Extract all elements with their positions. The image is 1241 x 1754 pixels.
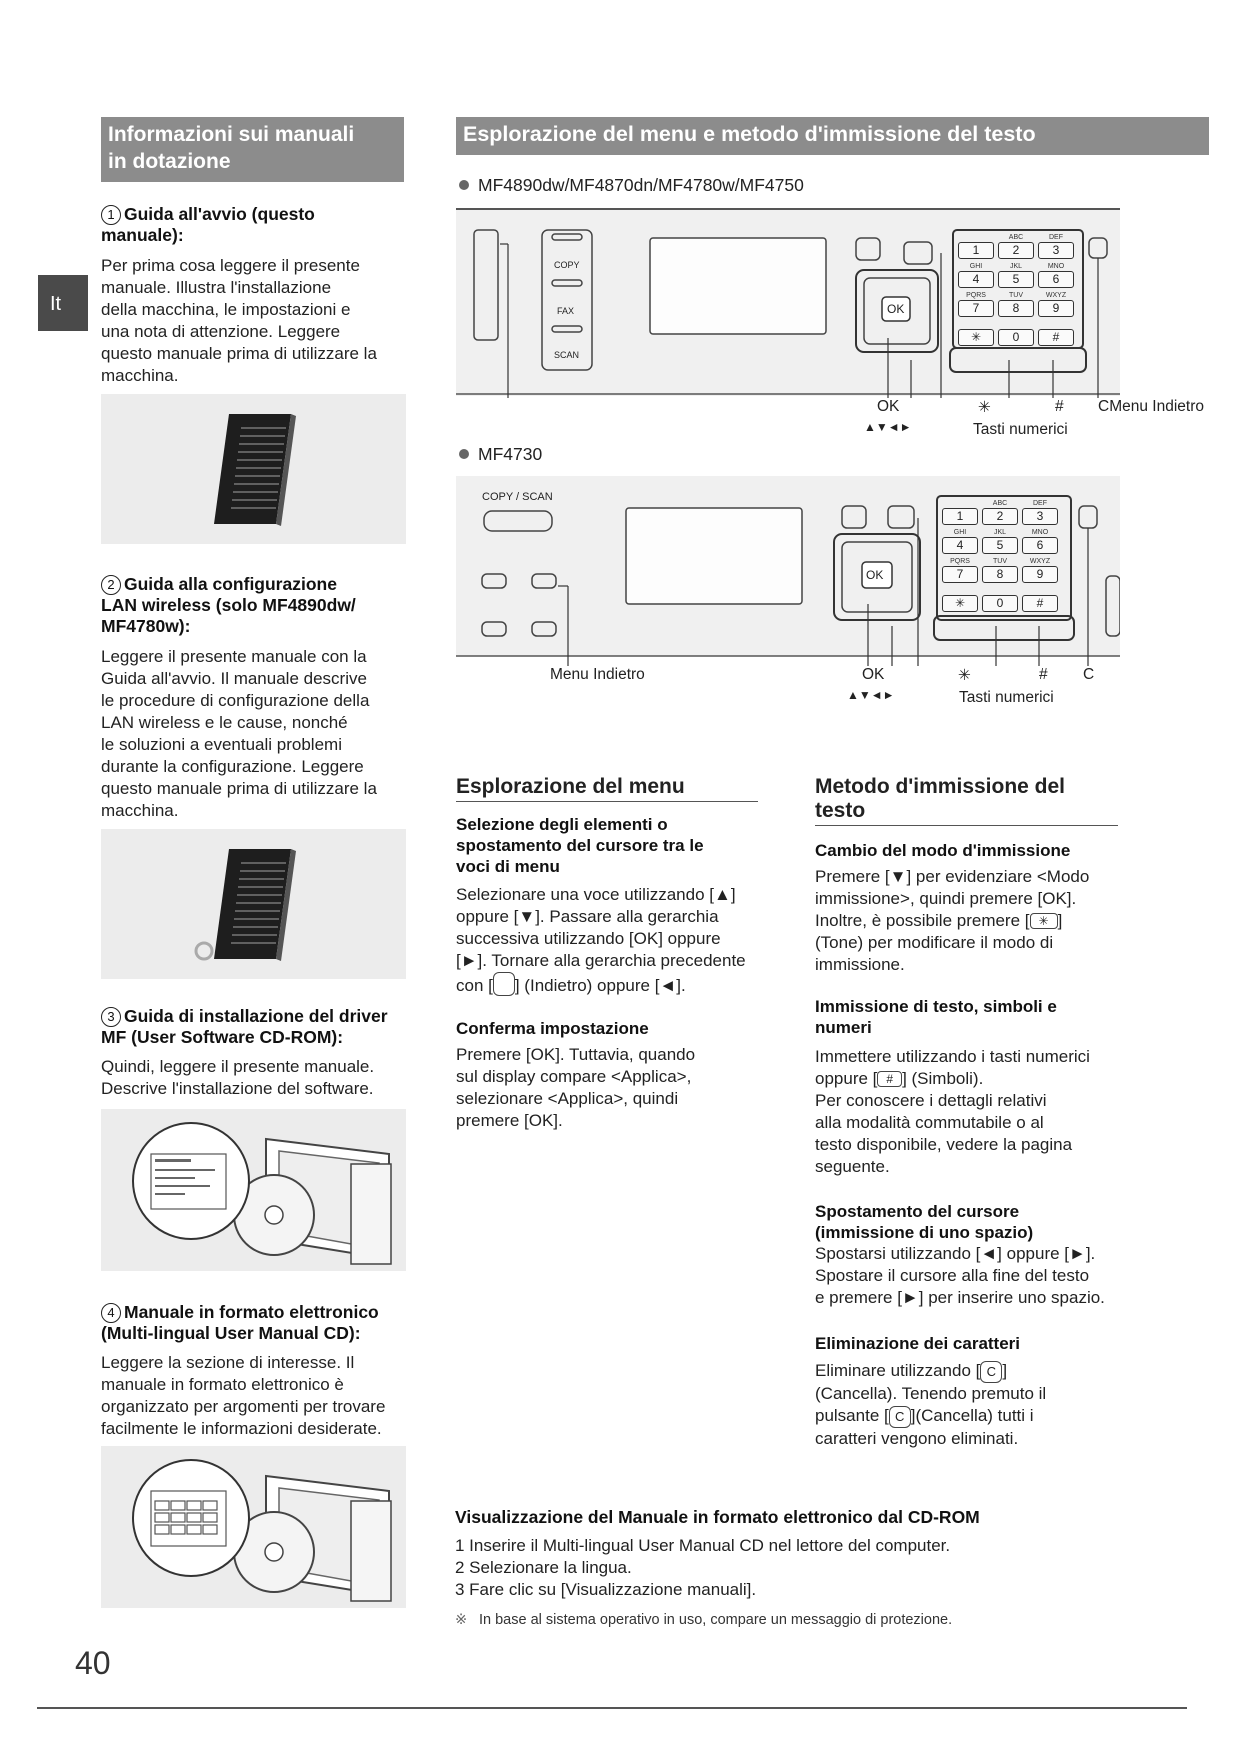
guide-4-desc-line: facilmente le informazioni desiderate. bbox=[101, 1419, 382, 1438]
panel2-arrows-label: ▲▼◄► bbox=[847, 688, 895, 702]
delete-fragment: Eliminare utilizzando [ bbox=[815, 1361, 981, 1380]
cd-step-3: 3 Fare clic su [Visualizzazione manuali]. bbox=[455, 1580, 757, 1599]
guide-1-desc bbox=[101, 255, 411, 387]
text-entry-body-line: Immettere utilizzando i tasti numerici bbox=[815, 1047, 1090, 1066]
guide-1-desc-line: una nota di attenzione. Leggere bbox=[101, 322, 341, 341]
panel1-star-label: ✳ bbox=[978, 399, 991, 416]
cursor-subtitle-line: Spostamento del cursore bbox=[815, 1202, 1020, 1221]
delete-fragment: ](Cancella) tutti i bbox=[910, 1406, 1034, 1425]
note-mark-icon: ※ bbox=[455, 1612, 468, 1628]
page-number: 40 bbox=[75, 1645, 111, 1681]
selection-body-fragment: con [ bbox=[456, 976, 493, 995]
keypad-key-digit: # bbox=[1038, 329, 1074, 346]
guide-4-number: 4 bbox=[101, 1303, 121, 1323]
panel1-model-text: MF4890dw/MF4870dn/MF4780w/MF4750 bbox=[478, 175, 804, 195]
panel2-c-label: C bbox=[1083, 666, 1095, 683]
guide-1-booklet-image bbox=[101, 394, 406, 544]
text-entry-fragment: ] (Simboli). bbox=[902, 1069, 984, 1088]
panel2-ok-label: OK bbox=[862, 666, 885, 683]
guide-2-desc-line: macchina. bbox=[101, 801, 179, 820]
input-method-title-line: Metodo d'immissione del bbox=[815, 775, 1066, 798]
keypad-key bbox=[1038, 263, 1074, 288]
guide-2-booklet-image bbox=[101, 829, 406, 979]
keypad-key-digit: 0 bbox=[982, 595, 1018, 612]
keypad-key-digit: 3 bbox=[1022, 508, 1058, 525]
guide-1-title-line2: manuale): bbox=[101, 225, 184, 245]
mode-subtitle: Cambio del modo d'immissione bbox=[815, 841, 1071, 860]
keypad-key bbox=[942, 500, 978, 525]
clear-key-icon: C bbox=[980, 1361, 1002, 1383]
guide-2-title-line2: LAN wireless (solo MF4890dw/ bbox=[101, 595, 356, 615]
footer-divider bbox=[37, 1707, 1187, 1709]
text-entry-body-line: alla modalità commutabile o al bbox=[815, 1113, 1044, 1132]
guide-4-desc-line: manuale in formato elettronico è bbox=[101, 1375, 344, 1394]
keypad-key-digit: 2 bbox=[998, 242, 1034, 259]
panel2-model bbox=[459, 444, 542, 465]
cursor-body-line: Spostarsi utilizzando [◄] oppure [►]. bbox=[815, 1244, 1096, 1263]
guide-2-number: 2 bbox=[101, 575, 121, 595]
keypad-key bbox=[1038, 321, 1074, 346]
keypad-key bbox=[982, 500, 1018, 525]
guide-3-title-line1: Guida di installazione del driver bbox=[124, 1006, 388, 1026]
text-entry-body-line: seguente. bbox=[815, 1157, 890, 1176]
keypad-key-digit: ✳ bbox=[958, 329, 994, 346]
guide-1-desc-line: macchina. bbox=[101, 366, 179, 385]
fax-key-label: FAX bbox=[557, 306, 575, 316]
keypad-key-letters: JKL bbox=[993, 529, 1007, 536]
keypad-key-digit: 6 bbox=[1038, 271, 1074, 288]
keypad-key-digit: 1 bbox=[958, 242, 994, 259]
keypad-key bbox=[982, 529, 1018, 554]
ok-key: OK bbox=[887, 302, 905, 316]
text-entry-subtitle bbox=[815, 996, 1115, 1038]
keypad-key-letters bbox=[942, 587, 978, 595]
guide-2-desc-line: Leggere il presente manuale con la bbox=[101, 647, 367, 666]
guide-1-number: 1 bbox=[101, 205, 121, 225]
guide-1-title bbox=[101, 204, 401, 246]
language-tab: It bbox=[38, 275, 88, 331]
delete-body-line bbox=[815, 1360, 1125, 1383]
confirm-body bbox=[456, 1044, 756, 1132]
guide-4-title-line2: (Multi-lingual User Manual CD): bbox=[101, 1323, 361, 1343]
guide-4-desc-line: Leggere la sezione di interesse. Il bbox=[101, 1353, 355, 1372]
panel2-back-label: Menu Indietro bbox=[550, 666, 645, 683]
panel2-control-panel bbox=[456, 476, 1120, 666]
keypad-key bbox=[998, 263, 1034, 288]
confirm-body-line: Premere [OK]. Tuttavia, quando bbox=[456, 1045, 696, 1064]
keypad-key-digit: 9 bbox=[1038, 300, 1074, 317]
cd-section-title: Visualizzazione del Manuale in formato elettronico dal CD-ROM bbox=[455, 1507, 980, 1527]
keypad-key bbox=[958, 263, 994, 288]
mode-body-fragment: Inoltre, è possibile premere [ bbox=[815, 911, 1030, 930]
guide-3-title bbox=[101, 1006, 411, 1048]
cursor-subtitle bbox=[815, 1201, 1115, 1243]
keypad-key-letters: ABC bbox=[1008, 234, 1024, 241]
guide-2-desc-line: questo manuale prima di utilizzare la bbox=[101, 779, 377, 798]
keypad-key-letters: MNO bbox=[1047, 263, 1065, 270]
panel1-hash-label: # bbox=[1055, 398, 1064, 415]
guide-2-title-line1: Guida alla configurazione bbox=[124, 574, 337, 594]
keypad-key-letters: PQRS bbox=[950, 558, 970, 565]
confirm-subtitle: Conferma impostazione bbox=[456, 1019, 649, 1038]
confirm-body-line: premere [OK]. bbox=[456, 1111, 563, 1130]
guide-2-desc-line: durante la configurazione. Leggere bbox=[101, 757, 364, 776]
manuals-header bbox=[101, 117, 404, 182]
mode-body-fragment: ] bbox=[1057, 911, 1063, 930]
keypad-key bbox=[942, 558, 978, 583]
guide-2-desc-line: LAN wireless e le cause, nonché bbox=[101, 713, 348, 732]
delete-subtitle: Eliminazione dei caratteri bbox=[815, 1334, 1021, 1353]
keypad-key bbox=[1038, 234, 1074, 259]
panel1-model bbox=[459, 175, 804, 196]
keypad-key bbox=[958, 321, 994, 346]
keypad-key-digit: ✳ bbox=[942, 595, 978, 612]
guide-3-number: 3 bbox=[101, 1007, 121, 1027]
keypad-key-digit: 9 bbox=[1022, 566, 1058, 583]
keypad-key-letters bbox=[942, 500, 978, 508]
keypad-key-digit: 6 bbox=[1022, 537, 1058, 554]
cd-step-1: 1 Inserire il Multi-lingual User Manual CD nel lettore del computer. bbox=[455, 1536, 951, 1555]
keypad-key-digit: 5 bbox=[998, 271, 1034, 288]
keypad-key bbox=[982, 558, 1018, 583]
keypad-key-letters: WXYZ bbox=[1029, 558, 1051, 565]
panel2-hash-label: # bbox=[1039, 666, 1048, 683]
mode-body-line: immissione. bbox=[815, 955, 905, 974]
input-method-title-line: testo bbox=[815, 799, 866, 822]
keypad-key-letters bbox=[1038, 321, 1074, 329]
keypad-key bbox=[942, 529, 978, 554]
guide-1-desc-line: manuale. Illustra l'installazione bbox=[101, 278, 332, 297]
keypad-key bbox=[998, 292, 1034, 317]
guide-1-title-line1: Guida all'avvio (questo bbox=[124, 204, 315, 224]
keypad-key bbox=[958, 292, 994, 317]
keypad-key-letters: ABC bbox=[992, 500, 1008, 507]
guide-2-title bbox=[101, 574, 411, 637]
keypad-key-digit: 7 bbox=[958, 300, 994, 317]
panel1-control-panel bbox=[456, 208, 1120, 398]
selection-body-line: [►]. Tornare alla gerarchia precedente bbox=[456, 951, 746, 970]
back-key-icon bbox=[493, 972, 515, 996]
keypad-key-digit: 5 bbox=[982, 537, 1018, 554]
menu-explore-header: Esplorazione del menu e metodo d'immissione del testo bbox=[456, 117, 1209, 155]
guide-1-desc-line: Per prima cosa leggere il presente bbox=[101, 256, 360, 275]
cursor-body-line: Spostare il cursore alla fine del testo bbox=[815, 1266, 1090, 1285]
text-entry-body-line: testo disponibile, vedere la pagina bbox=[815, 1135, 1073, 1154]
keypad-key-letters: DEF bbox=[1033, 500, 1047, 507]
panel1-arrows-label: ▲▼◄► bbox=[864, 420, 912, 434]
keypad-key-letters: DEF bbox=[1049, 234, 1063, 241]
guide-2-title-line3: MF4780w): bbox=[101, 616, 191, 636]
guide-4-desc bbox=[101, 1352, 421, 1440]
scan-key-label: SCAN bbox=[554, 350, 580, 360]
keypad-key bbox=[1022, 558, 1058, 583]
delete-body-line bbox=[815, 1405, 1125, 1428]
selection-body-fragment: ] (Indietro) oppure [◄]. bbox=[514, 976, 686, 995]
panel1-numkeys-label: Tasti numerici bbox=[973, 421, 1068, 438]
selection-subtitle bbox=[456, 814, 756, 877]
keypad-key-digit: 1 bbox=[942, 508, 978, 525]
keypad-key-digit: # bbox=[1022, 595, 1058, 612]
selection-body-line bbox=[456, 972, 776, 997]
tone-key-icon: ✳ bbox=[1030, 913, 1058, 929]
guide-2-desc bbox=[101, 646, 411, 822]
ok-key: OK bbox=[866, 568, 884, 582]
bullet-icon bbox=[459, 449, 469, 459]
keypad-key bbox=[982, 587, 1018, 612]
guide-1-desc-line: della macchina, le impostazioni e bbox=[101, 300, 351, 319]
keypad-key-digit: 7 bbox=[942, 566, 978, 583]
keypad-key-digit: 8 bbox=[982, 566, 1018, 583]
manuals-header-line2: in dotazione bbox=[108, 150, 231, 173]
guide-3-desc bbox=[101, 1056, 411, 1100]
text-entry-subtitle-line: numeri bbox=[815, 1018, 872, 1037]
keypad-key-digit: 8 bbox=[998, 300, 1034, 317]
keypad-key bbox=[998, 234, 1034, 259]
text-entry-fragment: oppure [ bbox=[815, 1069, 878, 1088]
keypad-key bbox=[1022, 500, 1058, 525]
selection-body bbox=[456, 884, 776, 997]
keypad-key-letters: GHI bbox=[953, 529, 967, 536]
guide-4-title-line1: Manuale in formato elettronico bbox=[124, 1302, 379, 1322]
cursor-subtitle-line: (immissione di uno spazio) bbox=[815, 1223, 1034, 1242]
panel2-numkeys-label: Tasti numerici bbox=[959, 689, 1054, 706]
cd-step-2: 2 Selezionare la lingua. bbox=[455, 1558, 632, 1577]
keypad-key-digit: 4 bbox=[942, 537, 978, 554]
mode-body bbox=[815, 866, 1125, 976]
guide-2-desc-line: Guida all'avvio. Il manuale descrive bbox=[101, 669, 367, 688]
menu-explore-title: Esplorazione del menu bbox=[456, 775, 758, 802]
delete-body-line: (Cancella). Tenendo premuto il bbox=[815, 1384, 1047, 1403]
keypad-key-letters: JKL bbox=[1009, 263, 1023, 270]
copyscan-key-label: COPY / SCAN bbox=[482, 491, 553, 503]
keypad-key-digit: 2 bbox=[982, 508, 1018, 525]
guide-1-desc-line: questo manuale prima di utilizzare la bbox=[101, 344, 377, 363]
guide-4-cd-image bbox=[101, 1446, 406, 1608]
text-entry-body bbox=[815, 1046, 1125, 1178]
keypad-key-letters bbox=[982, 587, 1018, 595]
keypad-key bbox=[1022, 587, 1058, 612]
mode-body-line: immissione>, quindi premere [OK]. bbox=[815, 889, 1077, 908]
confirm-body-line: sul display compare <Applica>, bbox=[456, 1067, 692, 1086]
guide-4-desc-line: organizzato per argomenti per trovare bbox=[101, 1397, 386, 1416]
security-note bbox=[455, 1612, 952, 1628]
guide-3-title-line2: MF (User Software CD-ROM): bbox=[101, 1027, 344, 1047]
input-method-title bbox=[815, 775, 1118, 826]
keypad-key-letters bbox=[958, 234, 994, 242]
selection-body-line: oppure [▼]. Passare alla gerarchia bbox=[456, 907, 719, 926]
text-entry-body-line bbox=[815, 1068, 1125, 1090]
selection-subtitle-line: Selezione degli elementi o bbox=[456, 815, 668, 834]
cursor-body bbox=[815, 1243, 1135, 1309]
confirm-body-line: selezionare <Applica>, quindi bbox=[456, 1089, 679, 1108]
delete-fragment: ] bbox=[1002, 1361, 1008, 1380]
delete-body bbox=[815, 1360, 1125, 1450]
cursor-body-line: e premere [►] per inserire uno spazio. bbox=[815, 1288, 1105, 1307]
panel1-ok-label: OK bbox=[877, 398, 900, 415]
selection-subtitle-line: voci di menu bbox=[456, 857, 560, 876]
keypad-key-letters bbox=[998, 321, 1034, 329]
mode-body-line bbox=[815, 910, 1125, 932]
guide-4-title bbox=[101, 1302, 411, 1344]
guide-3-cd-image bbox=[101, 1109, 406, 1271]
keypad-key-letters bbox=[958, 321, 994, 329]
keypad-key-letters: GHI bbox=[969, 263, 983, 270]
clear-key-icon: C bbox=[889, 1406, 911, 1428]
text-entry-subtitle-line: Immissione di testo, simboli e bbox=[815, 997, 1057, 1016]
guide-2-desc-line: le soluzioni a eventuali problemi bbox=[101, 735, 342, 754]
security-note-text: In base al sistema operativo in uso, compare un messaggio di protezione. bbox=[479, 1612, 953, 1628]
guide-2-desc-line: le procedure di configurazione della bbox=[101, 691, 370, 710]
selection-subtitle-line: spostamento del cursore tra le bbox=[456, 836, 704, 855]
keypad-key-digit: 0 bbox=[998, 329, 1034, 346]
mode-body-line: (Tone) per modificare il modo di bbox=[815, 933, 1054, 952]
guide-3-desc-line: Quindi, leggere il presente manuale. bbox=[101, 1057, 375, 1076]
panel2-model-text: MF4730 bbox=[478, 444, 543, 464]
delete-body-line: caratteri vengono eliminati. bbox=[815, 1429, 1019, 1448]
panel1-cback-label: CMenu Indietro bbox=[1098, 398, 1204, 415]
keypad-key-letters: TUV bbox=[993, 558, 1007, 565]
mode-body-line: Premere [▼] per evidenziare <Modo bbox=[815, 867, 1090, 886]
manuals-header-line1: Informazioni sui manuali bbox=[108, 123, 355, 146]
bullet-icon bbox=[459, 180, 469, 190]
keypad-key-digit: 4 bbox=[958, 271, 994, 288]
keypad-key-letters: MNO bbox=[1031, 529, 1049, 536]
keypad-key bbox=[942, 587, 978, 612]
keypad-key-digit: 3 bbox=[1038, 242, 1074, 259]
keypad-key bbox=[1038, 292, 1074, 317]
keypad-key bbox=[958, 234, 994, 259]
copy-key-label: COPY bbox=[554, 260, 580, 270]
keypad-key-letters bbox=[1022, 587, 1058, 595]
keypad-key bbox=[1022, 529, 1058, 554]
text-entry-body-line: Per conoscere i dettagli relativi bbox=[815, 1091, 1047, 1110]
keypad-key-letters: PQRS bbox=[966, 292, 986, 299]
panel2-star-label: ✳ bbox=[958, 667, 971, 684]
guide-3-desc-line: Descrive l'installazione del software. bbox=[101, 1079, 374, 1098]
keypad-key-letters: TUV bbox=[1009, 292, 1023, 299]
keypad-key bbox=[998, 321, 1034, 346]
selection-body-line: successiva utilizzando [OK] oppure bbox=[456, 929, 721, 948]
delete-fragment: pulsante [ bbox=[815, 1406, 889, 1425]
selection-body-line: Selezionare una voce utilizzando [▲] bbox=[456, 885, 736, 904]
keypad-key-letters: WXYZ bbox=[1045, 292, 1067, 299]
symbols-key-icon: # bbox=[877, 1071, 902, 1087]
